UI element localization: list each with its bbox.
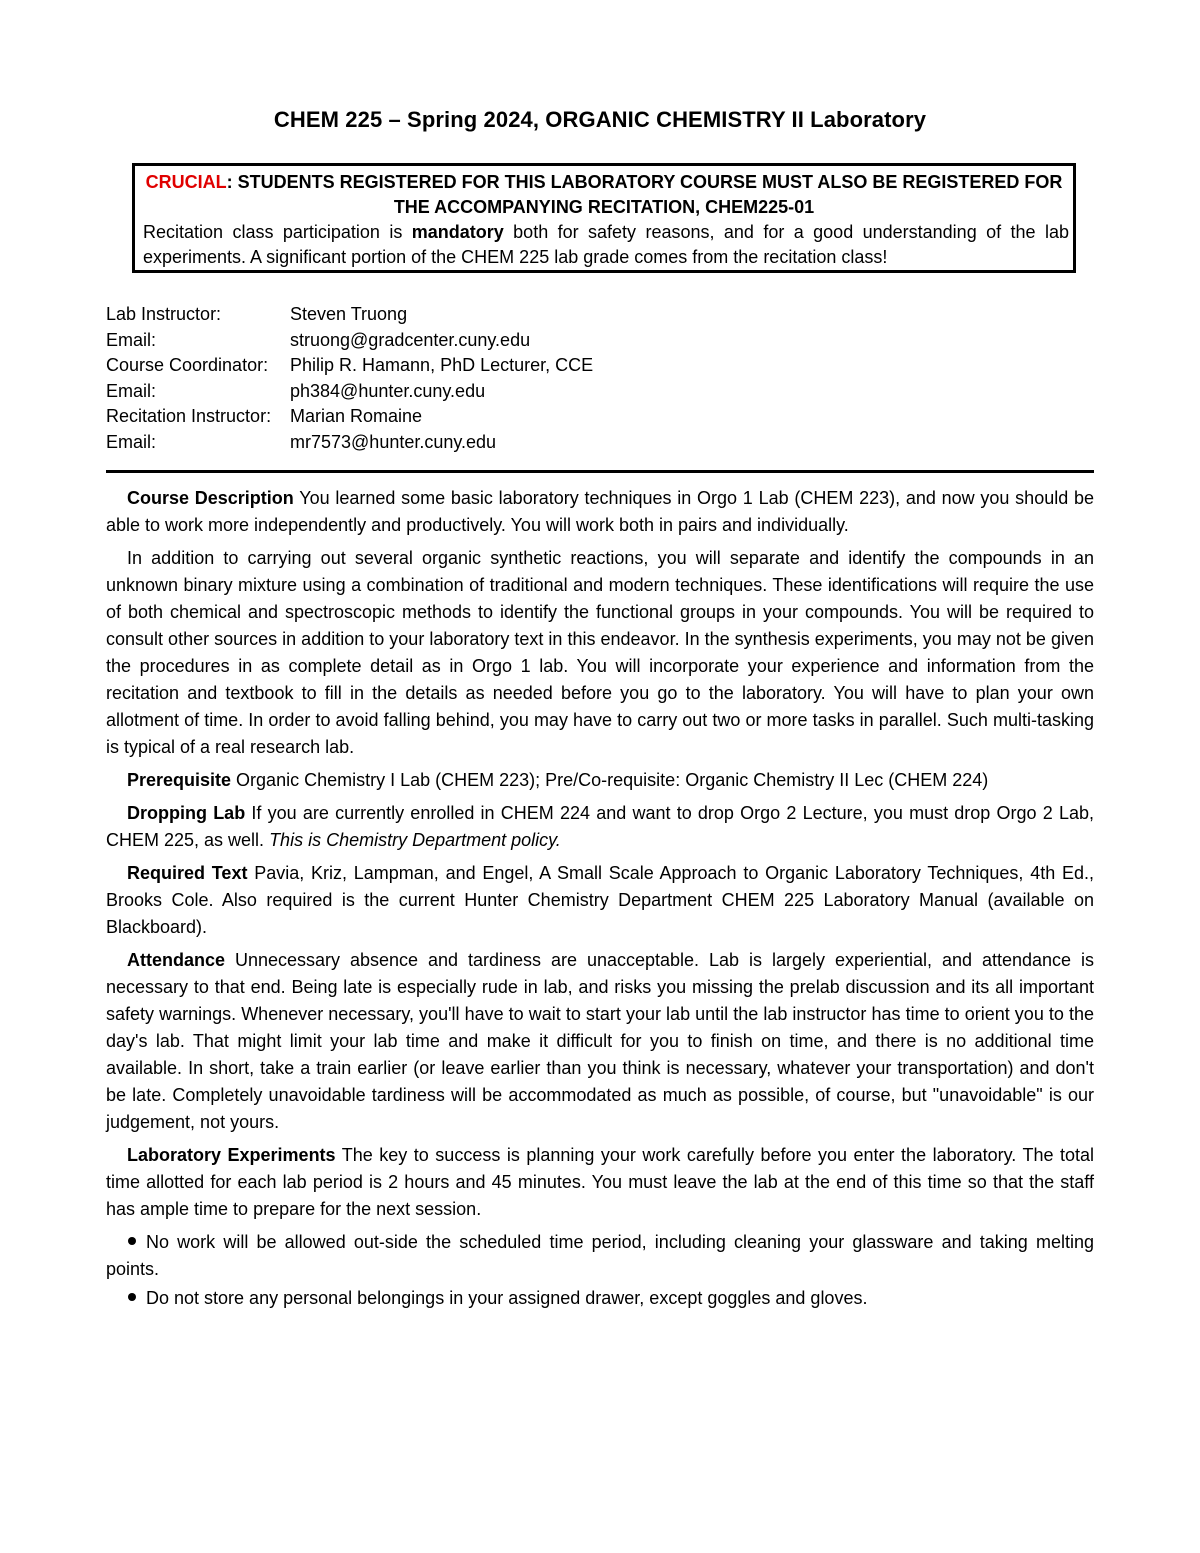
attendance-paragraph [106,947,1094,1136]
section-text: The key to success is planning your work carefully before you enter the laboratory. The total time allotted for each lab period is 2 hours and 45 minutes. You must leave the lab at the end of this time so that the staff has ample time to prepare for the next session. [106,1145,1095,1219]
synthesis-paragraph: In addition to carrying out several organic synthetic reactions, you will separate and identify the compounds in an unknown binary mixture using a combination of traditional and modern techniques. These identifications will require the use of both chemical and spectroscopic methods to identify the functional groups in your compounds. You will be required to consult other sources in addition to your laboratory text in this endeavor. In the synthesis experiments, you may not be given the procedures in as complete detail as in Orgo 1 lab. You will incorporate your experience and information from the recitation and textbook to fill in the details as needed before you go to the laboratory. You will have to plan your own allotment of time. In order to avoid falling behind, you may have to carry out two or more tasks in parallel. Such multi-tasking is typical of a real research lab. [106,548,1094,757]
notice-body-bold: mandatory [411,222,504,242]
bullet-icon [128,1237,136,1245]
crucial-label: CRUCIAL [145,172,227,192]
list-item [106,1229,1094,1283]
prerequisite-paragraph [106,767,1094,794]
notice-heading-text: : STUDENTS REGISTERED FOR THIS LABORATORY COURSE MUST ALSO BE REGISTERED FOR THE ACCOMPANYING RECITATION, CHEM225-01 [226,172,1063,217]
contact-row [106,353,593,379]
section-heading: Attendance [127,950,226,970]
contact-label: Email: [106,329,157,350]
contact-row [106,328,593,354]
section-text: If you are currently enrolled in CHEM 224 and want to drop Orgo 2 Lecture, you must drop Orgo 2 Lab, CHEM 225, as well. [106,803,1094,850]
horizontal-divider [106,470,1094,473]
section-text: Unnecessary absence and tardiness are unacceptable. Lab is largely experiential, and attendance is necessary to that end. Being late is especially rude in lab, and risks you missing the prelab discussion and its all important safety warnings. Whenever necessary, you'll have to wait to start your lab until the lab instructor has time to orient you to the day's lab. That might limit your lab time and make it difficult for you to finish on time, and there is no additional time available. In short, take a train earlier (or leave earlier than you think is necessary, whatever your transportation) and don't be late. Completely unavoidable tardiness will be accommodated as much as possible, of course, but "unavoidable" is our judgement, not yours. [106,950,1094,1132]
section-heading: Laboratory Experiments [127,1145,336,1165]
syllabus-body [106,485,1094,1314]
contact-row [106,430,593,456]
contact-label: Lab Instructor: [106,304,222,324]
section-heading: Dropping Lab [127,803,246,823]
course-description-paragraph [106,485,1094,539]
contact-row [106,379,593,405]
contact-value: Steven Truong [290,304,408,324]
list-item [106,1285,1094,1312]
lab-experiments-paragraph [106,1142,1094,1223]
contact-label: Course Coordinator: [106,355,269,376]
page-title: CHEM 225 – Spring 2024, ORGANIC CHEMISTRY II Laboratory [273,107,927,132]
list-item-text: No work will be allowed out-side the scheduled time period, including cleaning your glassware and taking melting points. [106,1232,1094,1279]
section-heading: Course Description [127,488,294,508]
contact-list [106,302,593,456]
contact-value: Marian Romaine [290,406,423,427]
notice-body-pre: Recitation class participation is [143,222,412,242]
contact-value: Philip R. Hamann, PhD Lecturer, CCE [290,355,594,376]
notice-heading [139,170,1069,220]
list-item-text: Do not store any personal belongings in your assigned drawer, except goggles and gloves. [146,1288,868,1308]
contact-email: ph384@hunter.cuny.edu [290,380,486,401]
contact-email: mr7573@hunter.cuny.edu [290,431,497,452]
section-text: Organic Chemistry I Lab (CHEM 223); Pre/Co-requisite: Organic Chemistry II Lec (CHEM 224) [231,770,989,790]
policy-note: This is Chemistry Department policy. [269,830,561,850]
contact-row [106,404,593,430]
required-text-paragraph [106,860,1094,941]
dropping-lab-paragraph [106,800,1094,854]
contact-label: Email: [106,431,157,452]
contact-email: struong@gradcenter.cuny.edu [290,329,531,350]
bullet-icon [128,1293,136,1301]
contact-label: Recitation Instructor: [106,406,272,427]
section-heading: Prerequisite [127,770,232,790]
section-heading: Required Text [127,863,248,883]
contact-row [106,302,593,328]
notice-body [143,220,1069,270]
section-text: You learned some basic laboratory techniques in Orgo 1 Lab (CHEM 223), and now you should be able to work more independently and productively. You will work both in pairs and individually. [106,488,1094,535]
notice-body-post: both for safety reasons, and for a good understanding of the lab experiments. A significant portion of the CHEM 225 lab grade comes from the recitation class! [143,222,1069,267]
crucial-notice-box [132,163,1076,273]
contact-label: Email: [106,380,157,401]
section-text: Pavia, Kriz, Lampman, and Engel, A Small Scale Approach to Organic Laboratory Techniques, 4th Ed., Brooks Cole. Also required is the current Hunter Chemistry Department CHEM 225 Laboratory Manual (available on Blackboard). [106,863,1094,937]
